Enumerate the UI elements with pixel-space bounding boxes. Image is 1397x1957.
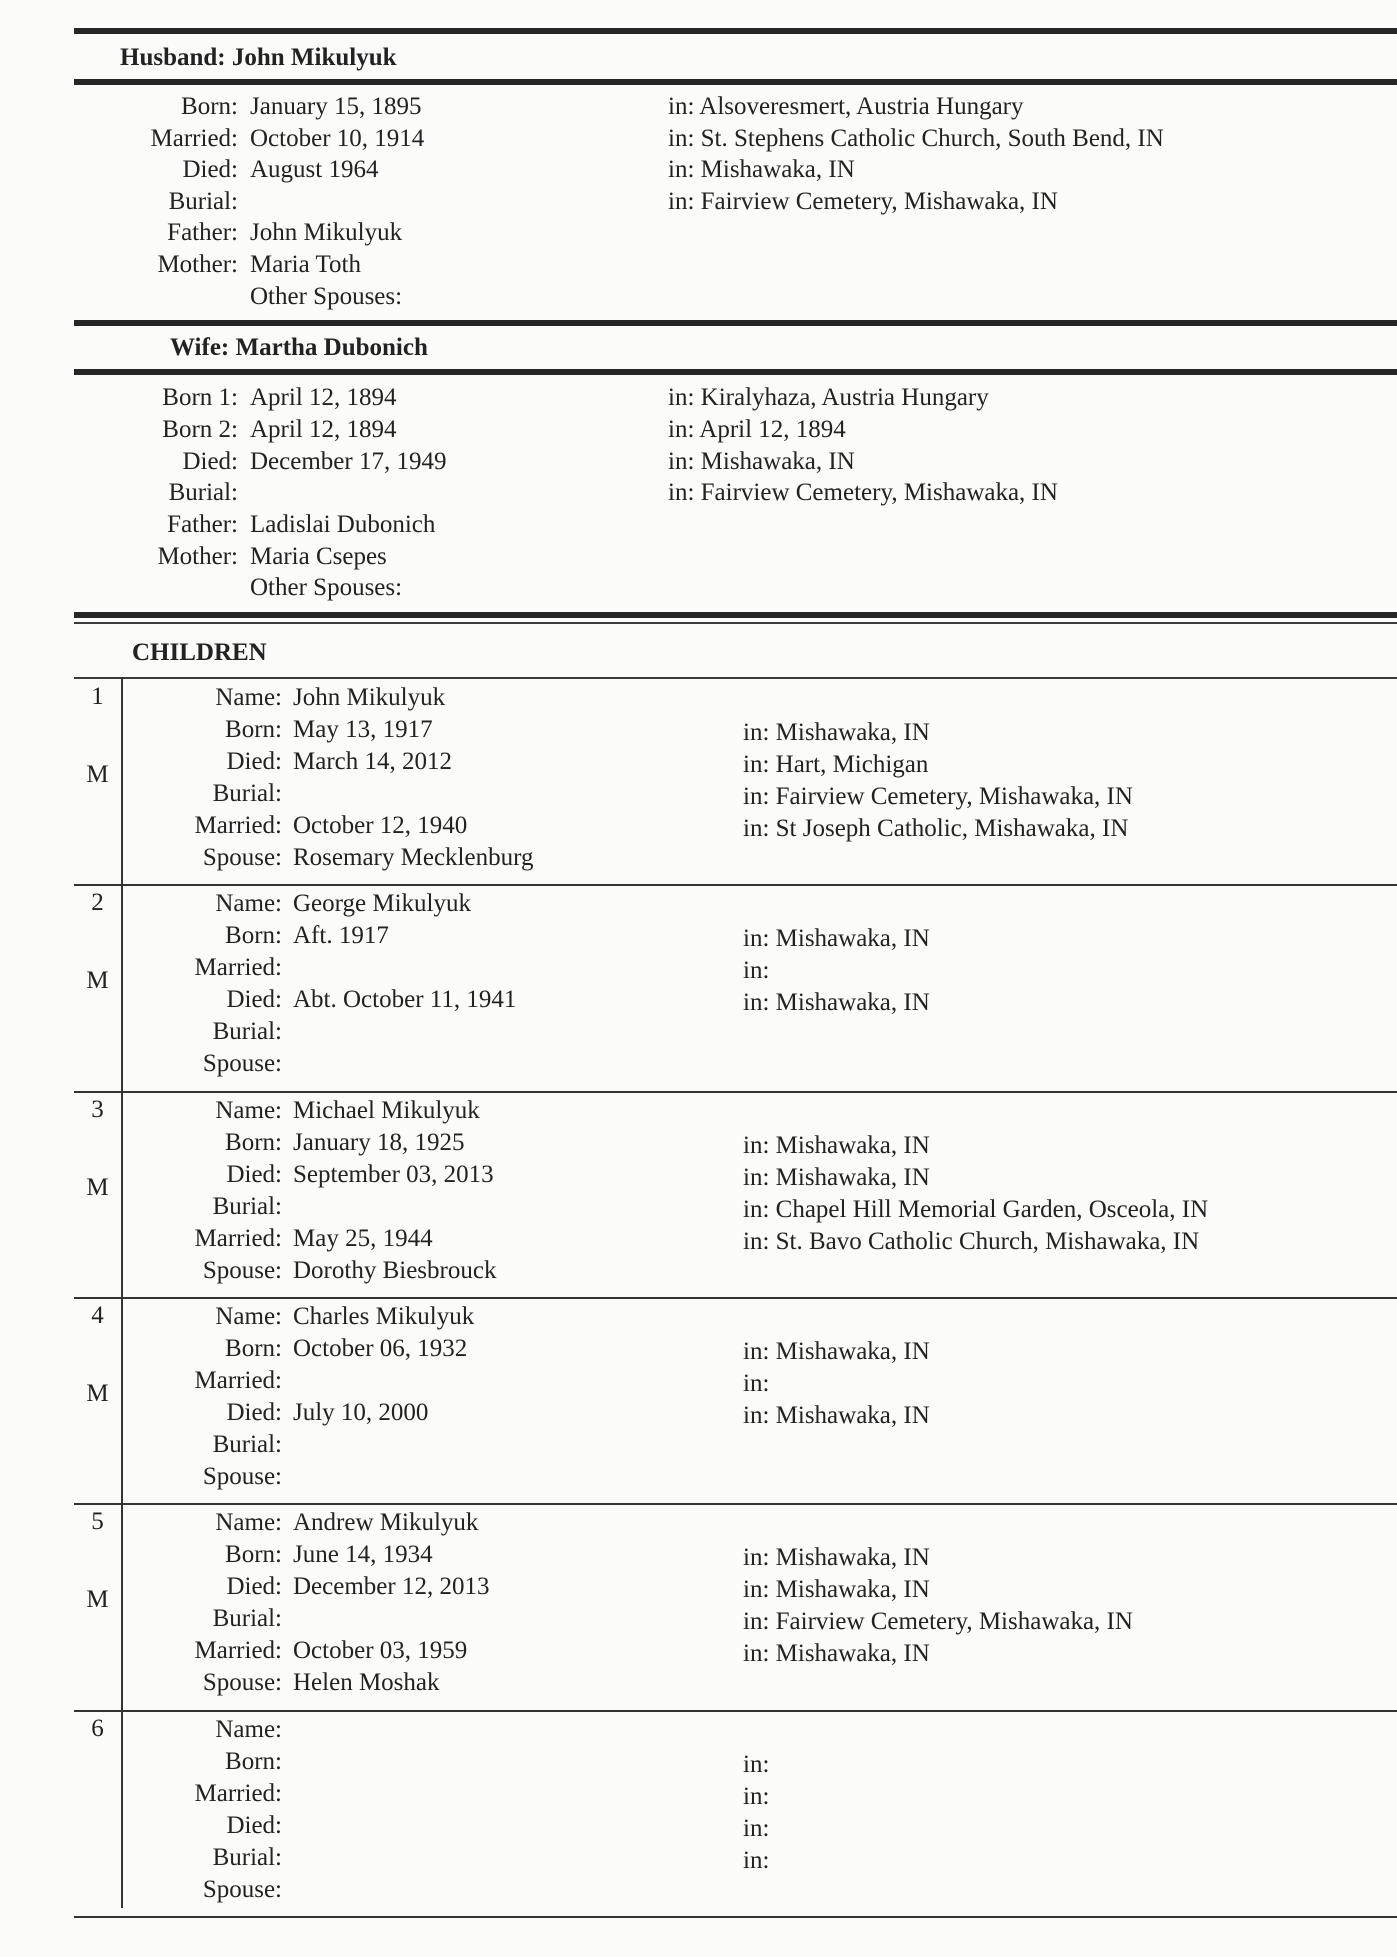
child-place: in: — [743, 1846, 770, 1874]
child-label: Died: — [226, 1811, 282, 1839]
child-value: Helen Moshak — [293, 1669, 440, 1697]
child-value: December 12, 2013 — [293, 1573, 490, 1601]
child-place: in: — [743, 1369, 770, 1397]
wife-row — [0, 477, 1397, 509]
child-sex: M — [86, 761, 109, 788]
child-label: Born: — [225, 1747, 282, 1775]
child-row — [0, 842, 1397, 874]
child-label: Married: — [194, 812, 282, 839]
child-sex: M — [86, 1586, 109, 1614]
child-row — [0, 1461, 1397, 1493]
child-label: Spouse: — [202, 1462, 282, 1490]
child-place: in: Mishawaka, IN — [743, 1401, 930, 1429]
child-place: in: — [743, 957, 770, 985]
husband-label: Burial: — [168, 187, 238, 215]
child-label: Burial: — [212, 780, 282, 807]
wife-value: April 12, 1894 — [250, 384, 397, 411]
child-row — [0, 1842, 1397, 1874]
child-row — [0, 1365, 1397, 1397]
husband-row — [0, 249, 1397, 281]
child-label: Died: — [226, 986, 282, 1014]
child-value: Dorothy Biesbrouck — [293, 1256, 497, 1284]
husband-place: in: Fairview Cemetery, Mishawaka, IN — [668, 187, 1058, 215]
child-row — [0, 1048, 1397, 1080]
child-sex: M — [86, 1173, 109, 1201]
husband-other-spouses: Other Spouses: — [250, 283, 403, 310]
child-label: Burial: — [212, 1192, 282, 1220]
husband-value: October 10, 1914 — [250, 124, 425, 152]
child-row — [0, 1667, 1397, 1699]
child-separator — [74, 1710, 1397, 1712]
child-label: Spouse: — [202, 1875, 282, 1903]
husband-label: Married: — [150, 124, 238, 152]
wife-top-rule — [74, 320, 1397, 326]
husband-header — [120, 43, 397, 73]
child-value: Charles Mikulyuk — [293, 1302, 475, 1330]
wife-value: December 17, 1949 — [250, 447, 447, 475]
husband-label: Born: — [181, 93, 238, 120]
wife-place: in: Mishawaka, IN — [668, 447, 855, 475]
wife-label: Mother: — [157, 543, 238, 570]
child-label: Born: — [225, 1128, 282, 1156]
wife-row — [0, 446, 1397, 478]
child-sex: M — [86, 967, 109, 995]
child-label: Spouse: — [202, 1050, 282, 1078]
husband-name: John Mikulyuk — [231, 44, 397, 71]
child-value: October 06, 1932 — [293, 1334, 468, 1362]
child-row — [0, 1810, 1397, 1842]
child-value: May 13, 1917 — [293, 716, 433, 743]
child-value: May 25, 1944 — [293, 1224, 433, 1252]
child-row — [0, 1603, 1397, 1635]
child-label: Name: — [215, 1302, 282, 1330]
wife-row — [0, 541, 1397, 573]
child-row — [0, 1874, 1397, 1906]
children-header-rule — [74, 677, 1397, 679]
child-label: Name: — [215, 684, 282, 711]
child-place: in: Mishawaka, IN — [743, 1131, 930, 1159]
child-place: in: Fairview Cemetery, Mishawaka, IN — [743, 1608, 1133, 1636]
husband-row — [0, 186, 1397, 218]
husband-place: in: Alsoveresmert, Austria Hungary — [668, 93, 1024, 120]
child-row — [0, 888, 1397, 920]
wife-header-label: Wife: — [170, 334, 230, 361]
child-label: Burial: — [212, 1430, 282, 1458]
child-label: Born: — [225, 1334, 282, 1362]
child-value: John Mikulyuk — [293, 684, 446, 711]
wife-value: April 12, 1894 — [250, 415, 397, 443]
child-row — [0, 778, 1397, 810]
child-label: Died: — [226, 1398, 282, 1426]
husband-row — [0, 154, 1397, 186]
wife-value: Maria Csepes — [250, 543, 387, 570]
child-value: Andrew Mikulyuk — [293, 1509, 479, 1537]
child-label: Name: — [215, 1096, 282, 1124]
child-value: March 14, 2012 — [293, 748, 452, 775]
husband-row — [0, 123, 1397, 155]
child-row — [0, 952, 1397, 984]
child-label: Born: — [225, 716, 282, 743]
wife-label: Burial: — [168, 479, 238, 507]
child-label: Spouse: — [202, 844, 282, 871]
child-label: Married: — [194, 1779, 282, 1807]
child-separator — [74, 1503, 1397, 1505]
child-value: Aft. 1917 — [293, 922, 389, 950]
child-row — [0, 1127, 1397, 1159]
child-number: 6 — [91, 1714, 104, 1742]
wife-row — [0, 382, 1397, 414]
child-place: in: Mishawaka, IN — [743, 1337, 930, 1365]
child-row — [0, 1397, 1397, 1429]
child-row — [0, 1507, 1397, 1539]
child-row — [0, 1539, 1397, 1571]
husband-place: in: Mishawaka, IN — [668, 156, 855, 183]
child-place: in: Mishawaka, IN — [743, 925, 930, 953]
child-label: Married: — [194, 1366, 282, 1394]
husband-label: Mother: — [157, 250, 238, 278]
child-value: Abt. October 11, 1941 — [293, 986, 517, 1014]
child-row — [0, 1571, 1397, 1603]
child-label: Name: — [215, 1509, 282, 1537]
husband-header-label: Husband: — [120, 44, 226, 71]
child-value: George Mikulyuk — [293, 890, 471, 918]
child-row — [0, 1778, 1397, 1810]
wife-label: Died: — [182, 447, 238, 475]
child-place: in: Mishawaka, IN — [743, 1576, 930, 1604]
child-place: in: — [743, 1814, 770, 1842]
husband-value: Maria Toth — [250, 250, 361, 278]
child-number: 2 — [91, 889, 104, 917]
child-row — [0, 1191, 1397, 1223]
husband-value: John Mikulyuk — [250, 219, 403, 246]
child-value: September 03, 2013 — [293, 1160, 494, 1188]
child-row — [0, 810, 1397, 842]
wife-label: Born 1: — [162, 384, 238, 411]
child-number: 3 — [91, 1095, 104, 1123]
child-place: in: Mishawaka, IN — [743, 719, 930, 746]
child-row — [0, 920, 1397, 952]
husband-value: August 1964 — [250, 156, 379, 183]
child-label: Born: — [225, 922, 282, 950]
child-label: Married: — [194, 954, 282, 982]
child-value: January 18, 1925 — [293, 1128, 465, 1156]
child-label: Name: — [215, 890, 282, 918]
child-row — [0, 984, 1397, 1016]
husband-row — [0, 217, 1397, 249]
wife-row — [0, 414, 1397, 446]
child-separator — [74, 1916, 1397, 1918]
child-row — [0, 1095, 1397, 1127]
husband-label: Father: — [167, 219, 238, 246]
child-label: Married: — [194, 1224, 282, 1252]
child-row — [0, 1429, 1397, 1461]
child-row — [0, 1255, 1397, 1287]
child-row — [0, 682, 1397, 714]
child-label: Name: — [215, 1715, 282, 1743]
child-place: in: Mishawaka, IN — [743, 989, 930, 1017]
child-value: Michael Mikulyuk — [293, 1096, 480, 1124]
child-row — [0, 1635, 1397, 1667]
husband-row — [0, 91, 1397, 123]
child-row — [0, 1159, 1397, 1191]
child-row — [0, 1714, 1397, 1746]
child-value: Rosemary Mecklenburg — [293, 844, 534, 871]
child-place: in: Mishawaka, IN — [743, 1163, 930, 1191]
child-place: in: Chapel Hill Memorial Garden, Osceola, IN — [743, 1195, 1209, 1223]
child-separator — [74, 1091, 1397, 1093]
wife-place: in: Fairview Cemetery, Mishawaka, IN — [668, 479, 1058, 507]
wife-label: Father: — [167, 511, 238, 539]
child-place: in: Fairview Cemetery, Mishawaka, IN — [743, 783, 1133, 810]
child-label: Born: — [225, 1541, 282, 1569]
husband-value: January 15, 1895 — [250, 93, 422, 120]
child-sex: M — [86, 1379, 109, 1407]
husband-label: Died: — [182, 156, 238, 183]
child-number: 4 — [91, 1301, 104, 1329]
child-value: July 10, 2000 — [293, 1398, 429, 1426]
child-label: Died: — [226, 1573, 282, 1601]
wife-place: in: Kiralyhaza, Austria Hungary — [668, 384, 989, 411]
children-top-rule — [74, 612, 1397, 618]
child-place: in: Hart, Michigan — [743, 751, 929, 778]
child-place: in: Mishawaka, IN — [743, 1640, 930, 1668]
child-label: Spouse: — [202, 1256, 282, 1284]
child-number: 5 — [91, 1508, 104, 1536]
husband-place: in: St. Stephens Catholic Church, South Bend, IN — [668, 124, 1164, 152]
child-label: Died: — [226, 1160, 282, 1188]
child-separator — [74, 884, 1397, 886]
child-row — [0, 1333, 1397, 1365]
child-row — [0, 1301, 1397, 1333]
child-row — [0, 746, 1397, 778]
wife-header — [170, 333, 428, 363]
child-number: 1 — [91, 683, 104, 710]
wife-name: Martha Dubonich — [235, 334, 428, 361]
child-row — [0, 1746, 1397, 1778]
child-label: Burial: — [212, 1843, 282, 1871]
child-label: Burial: — [212, 1605, 282, 1633]
wife-row — [0, 509, 1397, 541]
husband-header-rule — [74, 79, 1397, 85]
child-place: in: St. Bavo Catholic Church, Mishawaka, IN — [743, 1227, 1200, 1255]
wife-other-spouses: Other Spouses: — [250, 574, 403, 601]
child-label: Died: — [226, 748, 282, 775]
child-label: Spouse: — [202, 1669, 282, 1697]
wife-place: in: April 12, 1894 — [668, 415, 846, 443]
child-separator — [74, 1297, 1397, 1299]
child-row — [0, 714, 1397, 746]
top-rule — [74, 28, 1397, 34]
child-row — [0, 1223, 1397, 1255]
child-row — [0, 1016, 1397, 1048]
wife-value: Ladislai Dubonich — [250, 511, 436, 539]
child-value: October 03, 1959 — [293, 1637, 468, 1665]
children-top-rule-thin — [74, 622, 1397, 624]
child-value: June 14, 1934 — [293, 1541, 433, 1569]
child-label: Burial: — [212, 1018, 282, 1046]
wife-label: Born 2: — [162, 415, 238, 443]
child-place: in: St Joseph Catholic, Mishawaka, IN — [743, 815, 1129, 842]
child-place: in: — [743, 1782, 770, 1810]
child-place: in: — [743, 1750, 770, 1778]
child-value: October 12, 1940 — [293, 812, 468, 839]
wife-header-rule — [74, 369, 1397, 375]
child-label: Married: — [194, 1637, 282, 1665]
children-title: CHILDREN — [132, 639, 267, 666]
child-place: in: Mishawaka, IN — [743, 1544, 930, 1572]
